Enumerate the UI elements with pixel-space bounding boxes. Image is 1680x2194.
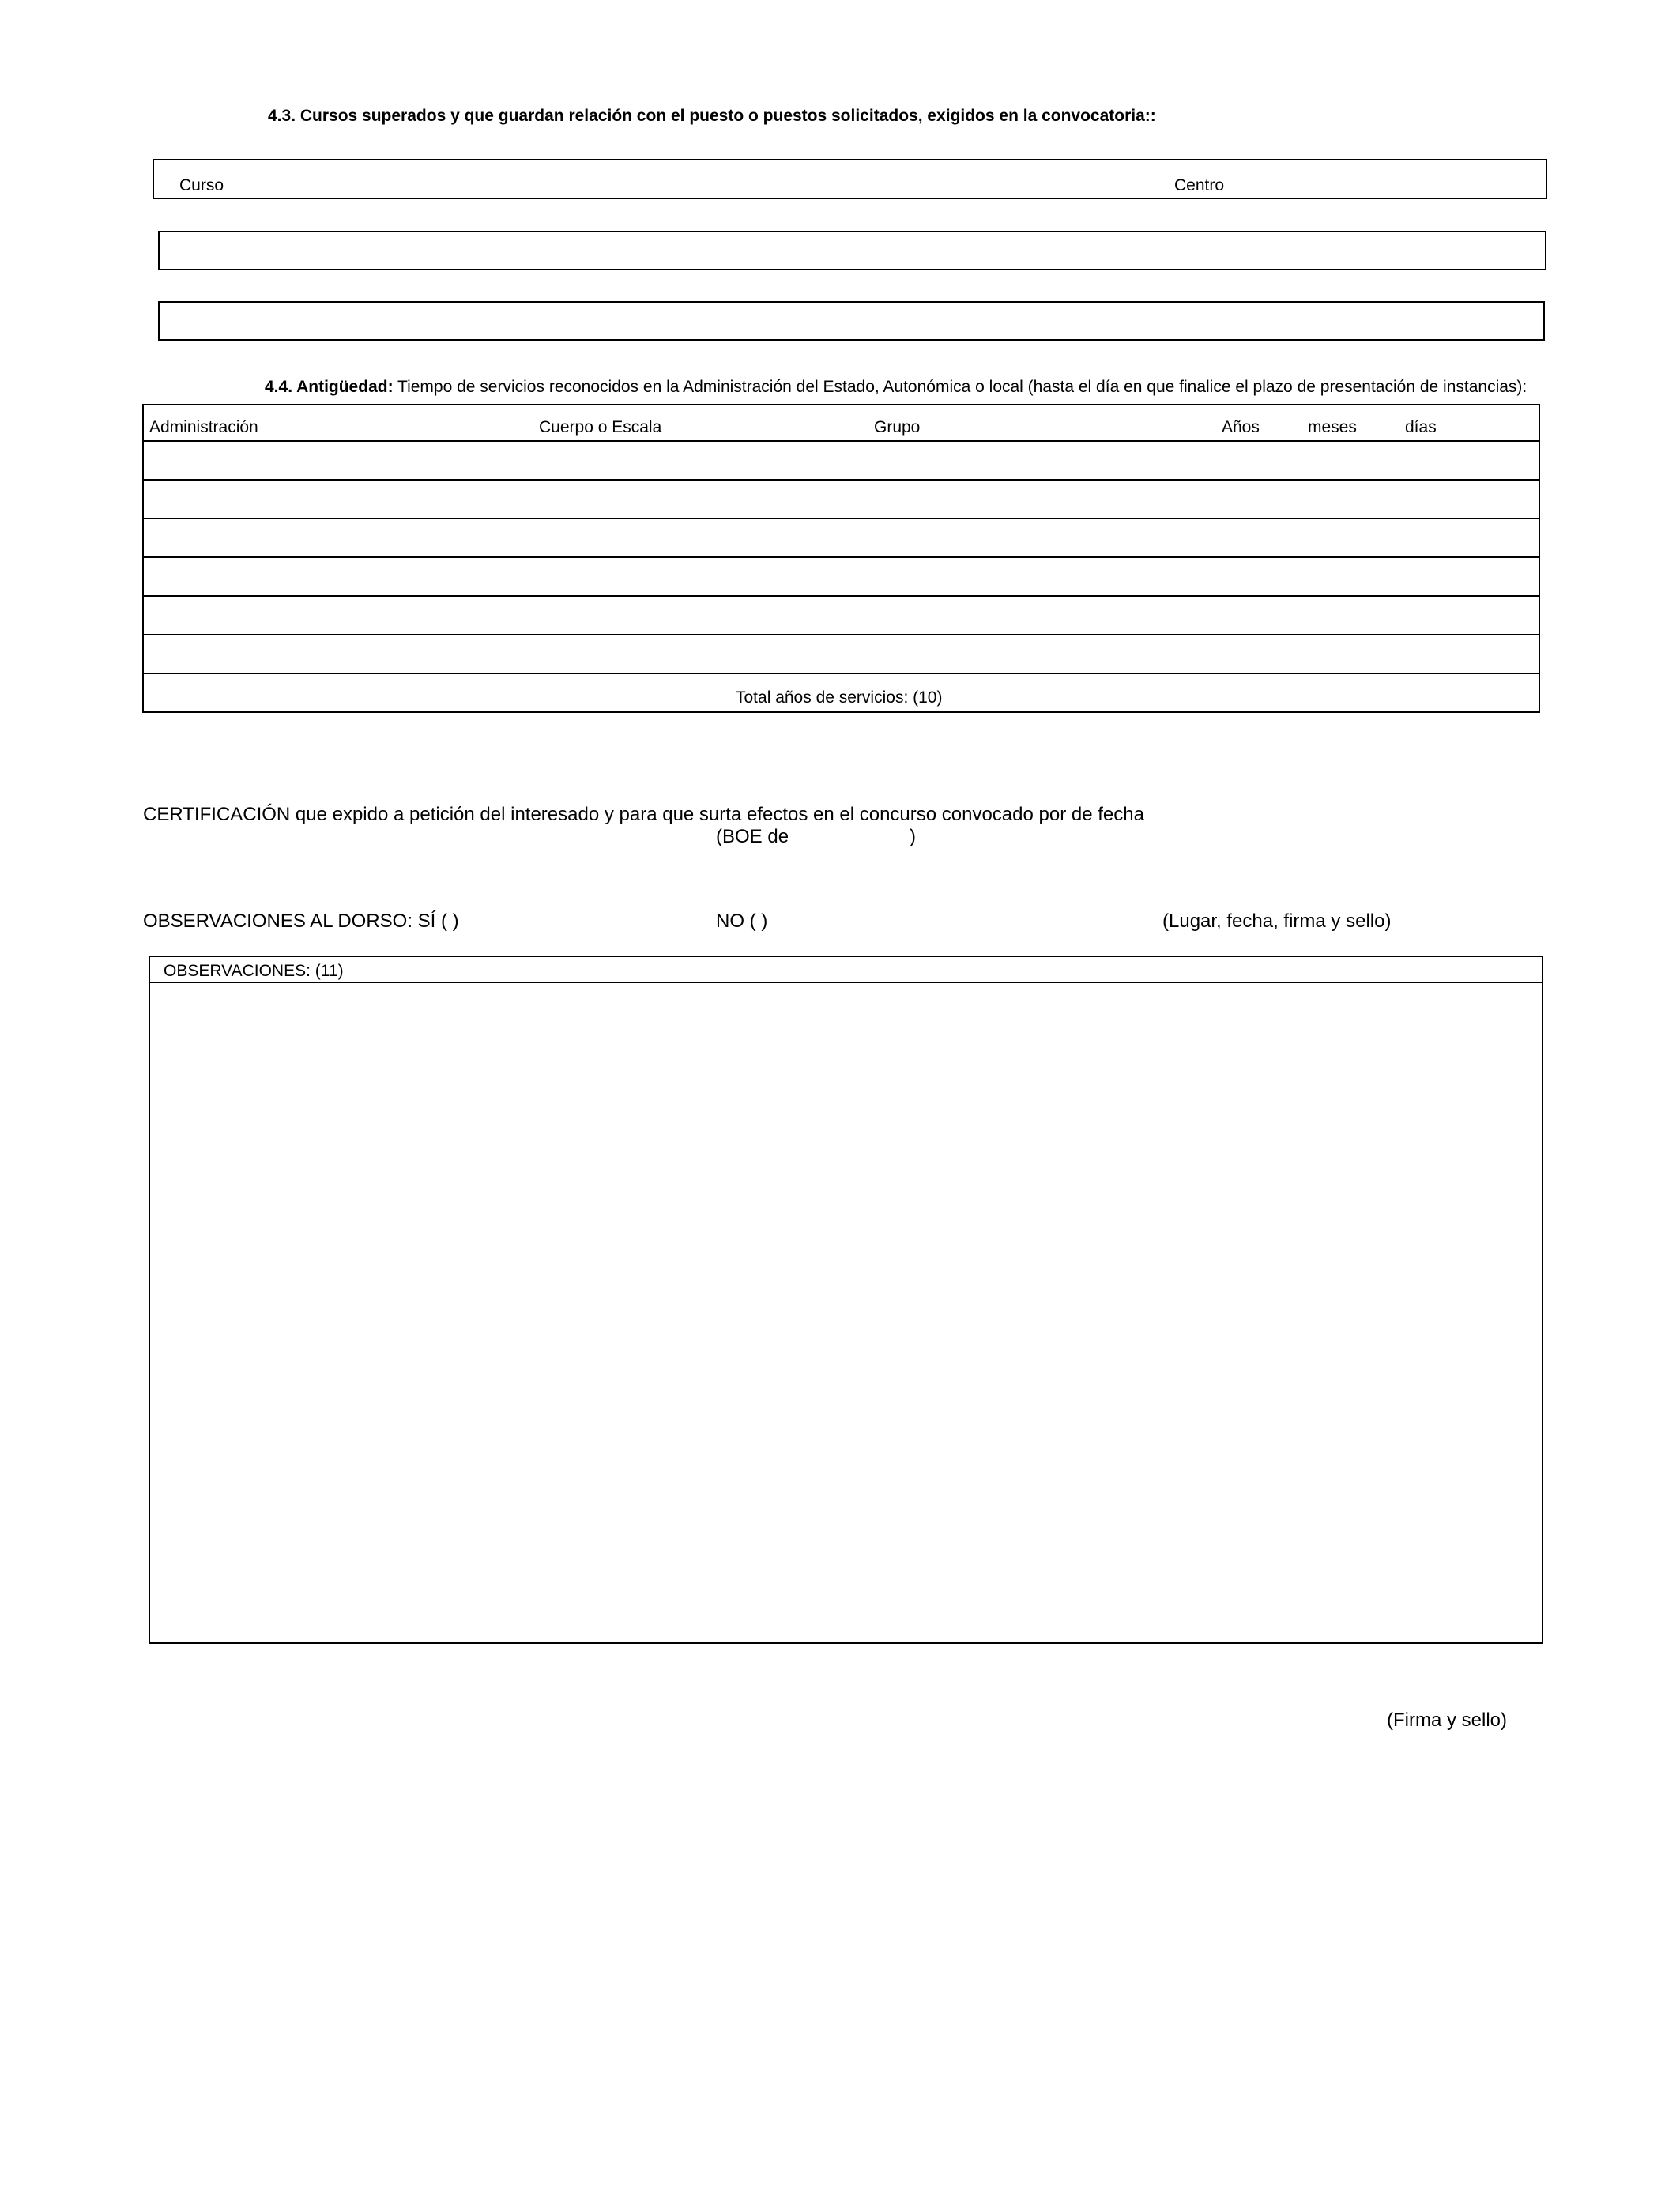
section-4-4-title-text: Tiempo de servicios reconocidos en la Administración del Estado, Autonómica o local (hasta el día en que finalice el plazo de presentación de instancias): [393, 378, 1527, 396]
section-4-3-title: 4.3. Cursos superados y que guardan relación con el puesto o puestos solicitados, exigidos en la convocatoria:: [268, 107, 1156, 125]
table-row[interactable] [144, 519, 1539, 558]
section-4-4-title-bold: 4.4. Antigüedad: [265, 378, 394, 396]
firma-sello: (Firma y sello) [1387, 1710, 1508, 1731]
boe-close: ) [910, 826, 916, 847]
col-curso-label: Curso [179, 176, 224, 194]
header-meses: meses [1308, 418, 1357, 436]
header-anos: Años [1222, 418, 1260, 436]
table-row[interactable] [144, 481, 1539, 519]
header-administracion: Administración [149, 418, 258, 436]
header-cuerpo-escala: Cuerpo o Escala [539, 418, 662, 436]
table-row[interactable] [144, 442, 1539, 481]
courses-header-box [153, 159, 1547, 199]
table-row[interactable] [144, 558, 1539, 597]
seniority-table-header [144, 405, 1539, 442]
table-row[interactable] [144, 635, 1539, 674]
header-grupo: Grupo [874, 418, 921, 436]
table-row[interactable] [144, 597, 1539, 635]
seniority-table [142, 404, 1540, 713]
observaciones-dorso-si: OBSERVACIONES AL DORSO: SÍ ( ) [143, 910, 459, 932]
header-dias: días [1405, 418, 1437, 436]
observaciones-box[interactable] [149, 956, 1543, 1644]
section-4-4-title [265, 378, 1527, 397]
observaciones-header [150, 957, 1542, 983]
boe-open: (BOE de [716, 826, 789, 847]
lugar-fecha-firma: (Lugar, fecha, firma y sello) [1162, 910, 1392, 932]
observaciones-dorso-no: NO ( ) [716, 910, 768, 932]
course-entry-field[interactable] [158, 231, 1546, 270]
total-row [144, 674, 1539, 711]
col-centro-label: Centro [1174, 176, 1225, 194]
total-label: Total años de servicios: (10) [736, 688, 943, 707]
observaciones-title: OBSERVACIONES: (11) [164, 962, 344, 980]
certification-text: CERTIFICACIÓN que expido a petición del interesado y para que surta efectos en el concurso convocado por de fecha [143, 804, 1144, 825]
course-entry-field[interactable] [158, 301, 1545, 341]
